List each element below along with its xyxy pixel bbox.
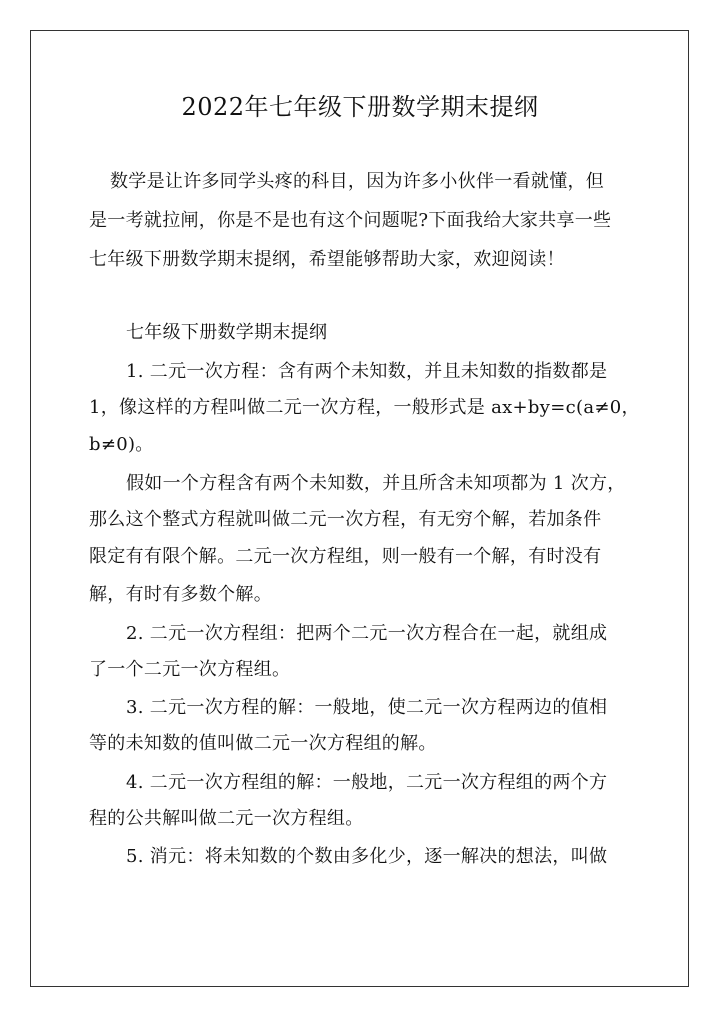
body-line-9: 了一个二元一次方程组。 <box>89 659 291 680</box>
section-heading: 七年级下册数学期末提纲 <box>126 322 328 343</box>
document-title: 2022年七年级下册数学期末提纲 <box>181 93 539 121</box>
body-line-8: 2. 二元一次方程组：把两个二元一次方程合在一起，就组成 <box>126 623 608 644</box>
body-line-7: 解，有时有多数个解。 <box>89 584 272 605</box>
intro-line-2: 是一考就拉闸，你是不是也有这个问题呢?下面我给大家共享一些 <box>89 210 612 231</box>
intro-line-1: 数学是让许多同学头疼的科目，因为许多小伙伴一看就懂，但 <box>110 171 605 192</box>
intro-line-3: 七年级下册数学期末提纲，希望能够帮助大家，欢迎阅读！ <box>89 249 565 270</box>
body-line-13: 程的公共解叫做二元一次方程组。 <box>89 808 364 829</box>
body-line-5: 那么这个整式方程就叫做二元一次方程，有无穷个解，若加条件 <box>89 509 602 530</box>
body-line-14: 5. 消元：将未知数的个数由多化少，逐一解决的想法，叫做 <box>126 846 608 867</box>
body-line-2: 1，像这样的方程叫做二元一次方程，一般形式是 ax+by=c(a≠0， <box>89 397 640 418</box>
body-line-10: 3. 二元一次方程的解：一般地，使二元一次方程两边的值相 <box>126 697 608 718</box>
body-line-12: 4. 二元一次方程组的解：一般地，二元一次方程组的两个方 <box>126 772 608 793</box>
body-line-6: 限定有有限个解。二元一次方程组，则一般有一个解，有时没有 <box>89 546 602 567</box>
body-line-1: 1. 二元一次方程：含有两个未知数，并且未知数的指数都是 <box>126 361 608 382</box>
body-line-11: 等的未知数的值叫做二元一次方程组的解。 <box>89 733 437 754</box>
body-line-3: b≠0)。 <box>89 434 154 455</box>
body-line-4: 假如一个方程含有两个未知数，并且所含未知项都为 1 次方， <box>126 473 626 494</box>
